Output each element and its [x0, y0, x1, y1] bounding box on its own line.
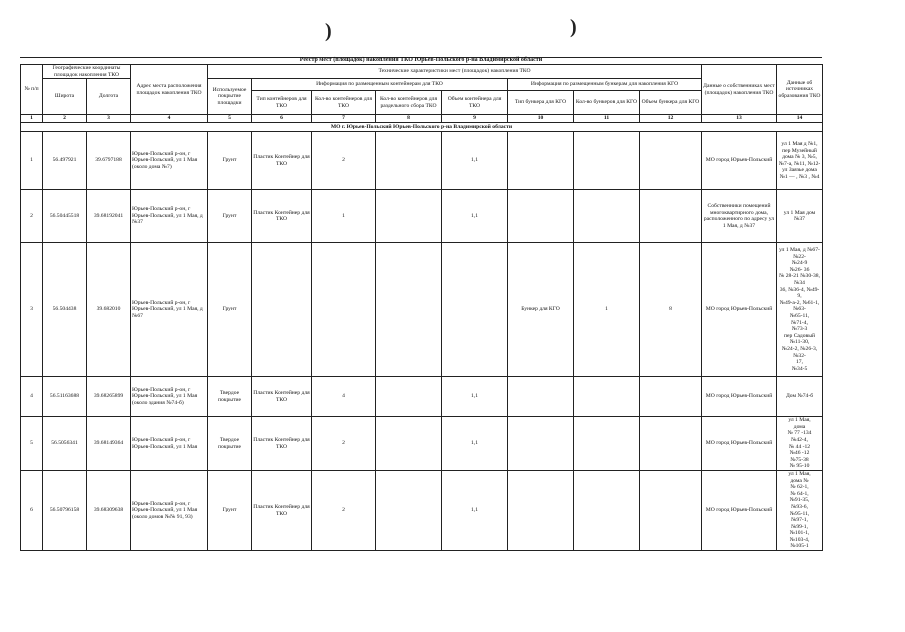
sources-cell: ул 1 Мая, д №67- №22- №24-9 №26- 36 № 28-21 №30-38, №34 36, №36-4, №49-9, №49-а-2, №61-1, №63- №65-11, №71-4, №73-3 пер Садовый №11-30, №24-2, №26-3, №32- 17, №34-5	[777, 243, 823, 377]
owner-cell: МО город Юрьев-Польский	[702, 132, 777, 190]
container-sep-count-cell	[376, 417, 442, 471]
container-sep-count-cell	[376, 132, 442, 190]
container-type-cell: Пластик Контейнер для ТКО	[252, 190, 312, 243]
container-sep-count-cell	[376, 470, 442, 550]
address-cell: Юрьев-Польский р-он, г Юрьев-Польский, ул 1 Мая (около домов №№ 91, 93)	[131, 470, 208, 550]
row-number-cell: 4	[21, 377, 43, 417]
header-container-type: Тип контейнеров для ТКО	[252, 91, 312, 115]
longitude-cell: 39.68309638	[87, 470, 131, 550]
header-address: Адрес места расположения площадок накопления ТКО	[131, 65, 208, 115]
surface-cell: Грунт	[208, 470, 252, 550]
container-sep-count-cell	[376, 190, 442, 243]
bunker-volume-cell	[640, 132, 702, 190]
longitude-cell: 39.682010	[87, 243, 131, 377]
col-number: 1	[21, 115, 43, 123]
owner-cell: МО город Юрьев-Польский	[702, 417, 777, 471]
latitude-cell: 56.5056341	[43, 417, 87, 471]
container-count-cell: 1	[312, 190, 376, 243]
container-count-cell: 2	[312, 132, 376, 190]
header-bunker-vol: Объем бункера для КГО	[640, 91, 702, 115]
hole-punch-right: )	[570, 16, 577, 38]
address-cell: Юрьев-Польский р-он, г Юрьев-Польский, ул 1 Мая	[131, 417, 208, 471]
surface-cell: Грунт	[208, 132, 252, 190]
registry-table	[20, 64, 823, 551]
surface-cell: Твердое покрытие	[208, 417, 252, 471]
table-row	[21, 243, 823, 377]
longitude-cell: 39.68149364	[87, 417, 131, 471]
address-cell: Юрьев-Польский р-он, г Юрьев-Польский, ул 1 Мая, д №37	[131, 190, 208, 243]
row-number-cell: 6	[21, 470, 43, 550]
owner-cell: МО город Юрьев-Польский	[702, 377, 777, 417]
container-volume-cell: 1,1	[442, 417, 508, 471]
surface-cell: Грунт	[208, 190, 252, 243]
container-count-cell	[312, 243, 376, 377]
header-lat: Широта	[43, 79, 87, 115]
container-volume-cell: 1,1	[442, 377, 508, 417]
table-row	[21, 377, 823, 417]
table-row	[21, 190, 823, 243]
surface-cell: Грунт	[208, 243, 252, 377]
bunker-type-cell: Бункер для КГО	[508, 243, 574, 377]
col-number: 14	[777, 115, 823, 123]
container-type-cell: Пластик Контейнер для ТКО	[252, 377, 312, 417]
bunker-volume-cell	[640, 470, 702, 550]
col-number: 8	[376, 115, 442, 123]
col-number: 5	[208, 115, 252, 123]
col-number: 11	[574, 115, 640, 123]
bunker-volume-cell	[640, 417, 702, 471]
header-geo: Географические координаты площадок накопления ТКО	[43, 65, 131, 79]
bunker-count-cell	[574, 470, 640, 550]
bunker-count-cell	[574, 417, 640, 471]
col-number: 10	[508, 115, 574, 123]
row-number-cell: 5	[21, 417, 43, 471]
header-bunkers-info: Информация по размещенным бункерам для накопления КГО	[508, 79, 702, 91]
header-owners: Данные о собственниках мест (площадок) накопления ТКО	[702, 65, 777, 115]
container-type-cell: Пластик Контейнер для ТКО	[252, 470, 312, 550]
document-title: Реестр мест (площадок) накопления ТКО Юрьев-Польского р-на Владимирской области	[299, 57, 543, 63]
bunker-type-cell	[508, 377, 574, 417]
header-num: № п/п	[21, 65, 43, 115]
col-number: 3	[87, 115, 131, 123]
header-container-sep: Кол-во контейнеров для раздельного сбора ТКО	[376, 91, 442, 115]
bunker-volume-cell: 8	[640, 243, 702, 377]
col-number: 6	[252, 115, 312, 123]
header-surface: Используемое покрытие площадки	[208, 79, 252, 115]
bunker-count-cell: 1	[574, 243, 640, 377]
longitude-cell: 39.6797188	[87, 132, 131, 190]
container-volume-cell	[442, 243, 508, 377]
header-lon: Долгота	[87, 79, 131, 115]
owner-cell: Собственники помещений многоквартирного дома, расположенного по адресу ул 1 Мая, д №37	[702, 190, 777, 243]
latitude-cell: 56.50796158	[43, 470, 87, 550]
container-volume-cell: 1,1	[442, 190, 508, 243]
owner-cell: МО город Юрьев-Польский	[702, 470, 777, 550]
bunker-count-cell	[574, 190, 640, 243]
sources-cell: ул 1 Мая дом №37	[777, 190, 823, 243]
container-sep-count-cell	[376, 377, 442, 417]
bunker-volume-cell	[640, 190, 702, 243]
address-cell: Юрьев-Польский р-он, г Юрьев-Польский, ул 1 Мая (около здания №74-б)	[131, 377, 208, 417]
sources-cell: ул 1 Мая д №1, пер Музейный дома № 3, №5, №7-а, №11, №12- ул Заязье дома №1 — , №3 , №4	[777, 132, 823, 190]
container-sep-count-cell	[376, 243, 442, 377]
header-sources: Данные об источниках образования ТКО	[777, 65, 823, 115]
table-row	[21, 470, 823, 550]
address-cell: Юрьев-Польский р-он, г Юрьев-Польский, ул 1 Мая (около дома №7)	[131, 132, 208, 190]
container-type-cell	[252, 243, 312, 377]
longitude-cell: 39.68265899	[87, 377, 131, 417]
sources-cell: ул 1 Мая, дома № 77 -134 №42-4, № 44 -12 №46 -12 №75-38 № 95-10	[777, 417, 823, 471]
col-number: 4	[131, 115, 208, 123]
sources-cell: ул 1 Мая, дома № № 62-1, № 64-1, №91-35, №93-6, №95-11, №97-1, №99-1, №101-1, №103-4, №105-1	[777, 470, 823, 550]
bunker-type-cell	[508, 190, 574, 243]
header-container-count: Кол-во контейнеров для ТКО	[312, 91, 376, 115]
longitude-cell: 39.68192041	[87, 190, 131, 243]
bunker-count-cell	[574, 132, 640, 190]
header-bunker-type: Тип бункера для КГО	[508, 91, 574, 115]
bunker-volume-cell	[640, 377, 702, 417]
container-count-cell: 2	[312, 470, 376, 550]
table-row	[21, 417, 823, 471]
container-count-cell: 4	[312, 377, 376, 417]
header-container-vol: Объем контейнера для ТКО	[442, 91, 508, 115]
header-containers-info: Информация по размещенным контейнерам для ТКО	[252, 79, 508, 91]
row-number-cell: 1	[21, 132, 43, 190]
container-type-cell: Пластик Контейнер для ТКО	[252, 132, 312, 190]
col-number: 12	[640, 115, 702, 123]
container-type-cell: Пластик Контейнер для ТКО	[252, 417, 312, 471]
surface-cell: Твердое покрытие	[208, 377, 252, 417]
row-number-cell: 2	[21, 190, 43, 243]
bunker-count-cell	[574, 377, 640, 417]
col-number: 7	[312, 115, 376, 123]
section-title: МО г. Юрьев-Польский Юрьев-Польского р-на Владимирской области	[21, 123, 823, 132]
hole-punch-left: )	[325, 20, 332, 42]
address-cell: Юрьев-Польский р-он, г Юрьев-Польский, ул 1 Мая, д №67	[131, 243, 208, 377]
container-count-cell: 2	[312, 417, 376, 471]
latitude-cell: 56.504438	[43, 243, 87, 377]
bunker-type-cell	[508, 470, 574, 550]
container-volume-cell: 1,1	[442, 470, 508, 550]
header-bunker-count: Кол-во бункеров для КГО	[574, 91, 640, 115]
header-tech: Технические характеристики мест (площадок) накопления ТКО	[208, 65, 702, 79]
row-number-cell: 3	[21, 243, 43, 377]
col-number: 2	[43, 115, 87, 123]
bunker-type-cell	[508, 417, 574, 471]
owner-cell: МО город Юрьев-Польский	[702, 243, 777, 377]
latitude-cell: 56.51163688	[43, 377, 87, 417]
latitude-cell: 56.50445518	[43, 190, 87, 243]
table-row	[21, 132, 823, 190]
col-number: 9	[442, 115, 508, 123]
sources-cell: Дом №74-б	[777, 377, 823, 417]
col-number: 13	[702, 115, 777, 123]
container-volume-cell: 1,1	[442, 132, 508, 190]
latitude-cell: 56.497921	[43, 132, 87, 190]
bunker-type-cell	[508, 132, 574, 190]
